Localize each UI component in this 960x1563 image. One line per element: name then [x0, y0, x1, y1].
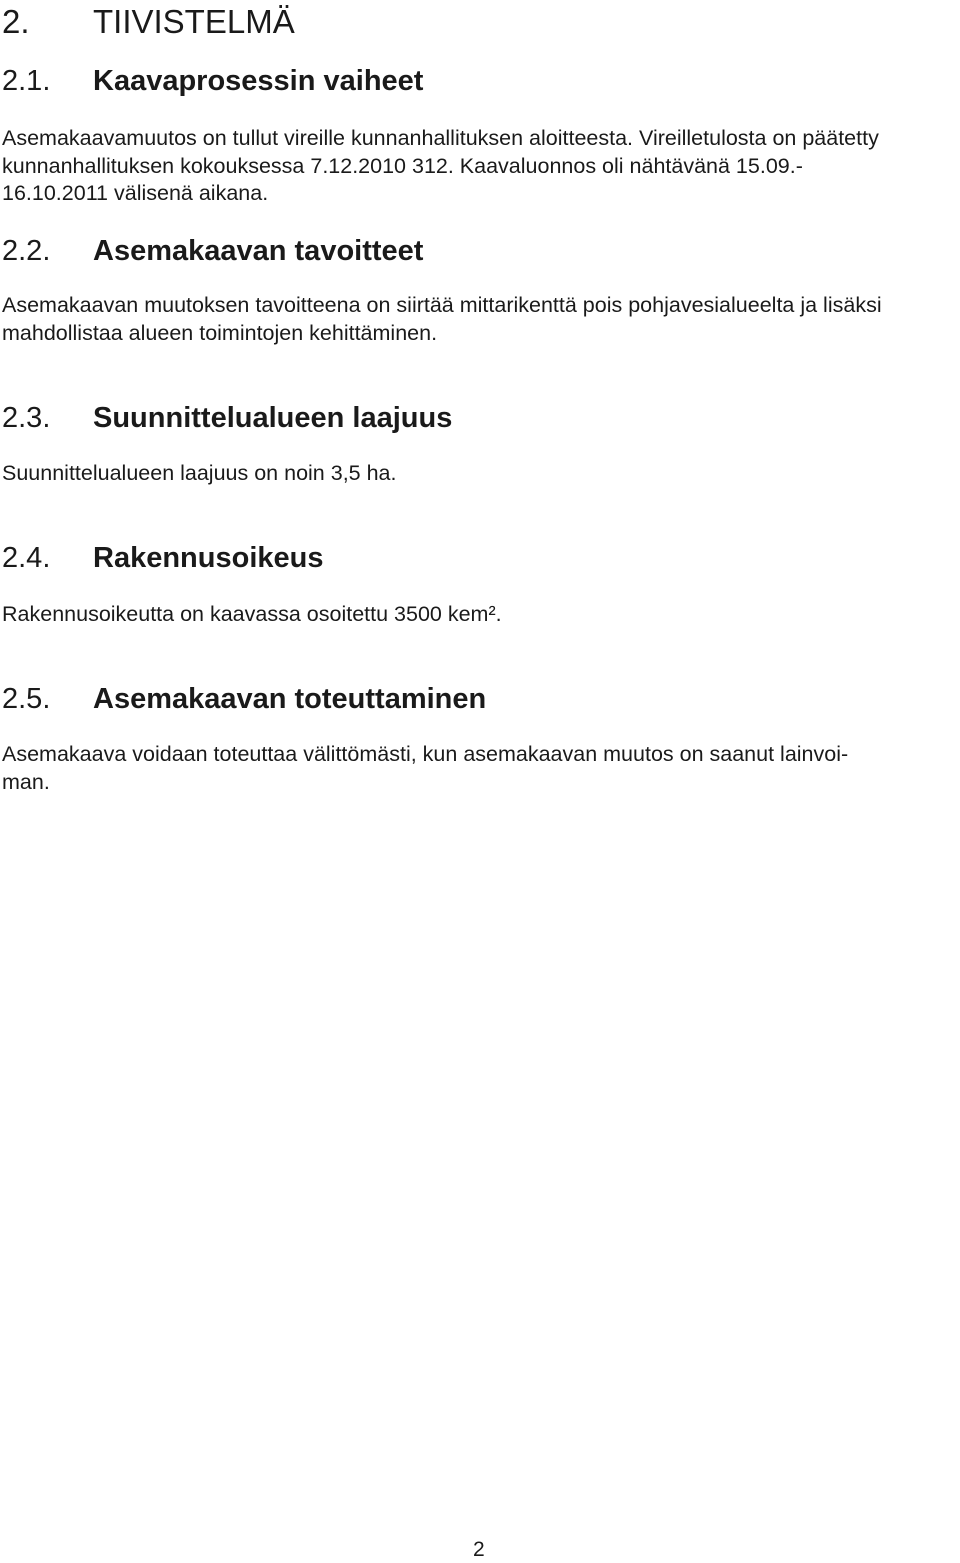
- paragraph-line: man.: [2, 769, 50, 794]
- section-number: 2.3.: [2, 402, 51, 434]
- section-number: 2.5.: [2, 683, 51, 715]
- paragraph-line: Asemakaavamuutos on tullut vireille kunnanhallituksen aloitteesta. Vireilletulosta on päätetty: [2, 126, 879, 150]
- section-title: Suunnittelualueen laajuus: [93, 402, 453, 434]
- section-number: 2.4.: [2, 542, 51, 574]
- chapter-title: TIIVISTELMÄ: [93, 3, 295, 40]
- paragraph-line: Asemakaavan muutoksen tavoitteena on siirtää mittarikenttä pois pohjavesialueelta ja lisäksi: [2, 293, 882, 317]
- section-paragraph-2-3: [2, 460, 960, 488]
- paragraph-line: 16.10.2011 välisenä aikana.: [2, 181, 269, 205]
- paragraph-line: mahdollistaa alueen toimintojen kehittäminen.: [2, 320, 438, 345]
- section-title: Kaavaprosessin vaiheet: [93, 65, 424, 97]
- page-number: 2: [473, 1538, 485, 1561]
- chapter-number: 2.: [2, 3, 30, 40]
- section-paragraph-2-2: [2, 292, 960, 347]
- section-paragraph-2-1: [2, 125, 960, 208]
- section-number: 2.2.: [2, 235, 51, 267]
- paragraph-line: Asemakaava voidaan toteuttaa välittömästi, kun asemakaavan muutos on saanut lainvoi-: [2, 742, 849, 766]
- section-paragraph-2-4: [2, 601, 960, 629]
- section-title: Asemakaavan tavoitteet: [93, 235, 424, 267]
- paragraph-line: Rakennusoikeutta on kaavassa osoitettu 3500 kem².: [2, 602, 502, 626]
- paragraph-line: kunnanhallituksen kokouksessa 7.12.2010 312. Kaavaluonnos oli nähtävänä 15.09.-: [2, 153, 803, 178]
- section-number: 2.1.: [2, 65, 51, 97]
- section-title: Rakennusoikeus: [93, 542, 324, 574]
- section-paragraph-2-5: [2, 741, 960, 796]
- section-title: Asemakaavan toteuttaminen: [93, 683, 487, 715]
- paragraph-line: Suunnittelualueen laajuus on noin 3,5 ha.: [2, 461, 397, 485]
